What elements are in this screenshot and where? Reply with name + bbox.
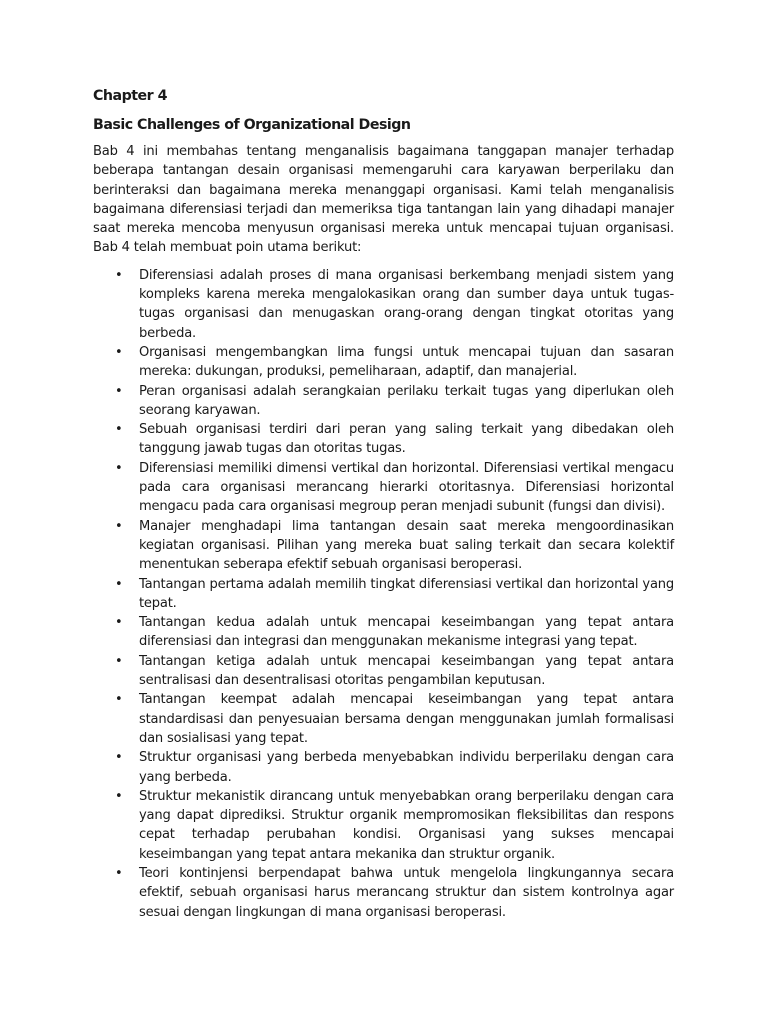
bullet-icon: • xyxy=(115,653,123,669)
list-item-text: Tantangan kedua adalah untuk mencapai keseimbangan yang tepat antara diferensiasi dan integrasi dan menggunakan mekanisme integrasi yang tepat. xyxy=(139,615,674,650)
bullet-icon: • xyxy=(115,383,123,399)
list-item-text: Tantangan ketiga adalah untuk mencapai keseimbangan yang tepat antara sentralisasi dan desentralisasi otoritas pengambilan keputusan. xyxy=(139,653,674,689)
key-points-list xyxy=(93,266,674,922)
list-item-text: Struktur mekanistik dirancang untuk menyebabkan orang berperilaku dengan cara yang dapat diprediksi. Struktur organik mempromosikan fleksibilitas dan respons cepat terhadap perubahan kondisi. Organisasi yang sukses mencapai keseimbangan yang tepat antara mekanika dan struktur organik. xyxy=(139,788,674,862)
bullet-icon: • xyxy=(115,344,123,360)
list-item xyxy=(93,787,674,864)
list-item-text: Peran organisasi adalah serangkaian perilaku terkait tugas yang diperlukan oleh seorang karyawan. xyxy=(139,383,674,418)
list-item xyxy=(93,575,674,614)
list-item-text: Struktur organisasi yang berbeda menyebabkan individu berperilaku dengan cara yang berbeda. xyxy=(139,750,674,785)
list-item xyxy=(93,613,674,652)
list-item xyxy=(93,420,674,459)
bullet-icon: • xyxy=(115,750,123,766)
list-item-text: Sebuah organisasi terdiri dari peran yang saling terkait yang dibedakan oleh tanggung jawab tugas dan otoritas tugas. xyxy=(139,422,674,457)
list-item-text: Tantangan keempat adalah mencapai keseimbangan yang tepat antara standardisasi dan penyesuaian bersama dengan menggunakan jumlah formalisasi dan sosialisasi yang tepat. xyxy=(139,692,674,746)
list-item xyxy=(93,690,674,748)
list-item xyxy=(93,864,674,922)
list-item-text: Teori kontinjensi berpendapat bahwa untuk mengelola lingkungannya secara efektif, sebuah organisasi harus merancang struktur dan sistem kontrolnya agar sesuai dengan lingkungan di mana organisasi beroperasi. xyxy=(139,865,674,920)
bullet-icon: • xyxy=(115,865,123,881)
list-item xyxy=(93,266,674,343)
list-item xyxy=(93,517,674,575)
chapter-title: Basic Challenges of Organizational Design xyxy=(93,117,411,133)
list-item-text: Diferensiasi adalah proses di mana organisasi berkembang menjadi sistem yang kompleks karena mereka mengalokasikan orang dan sumber daya untuk tugas-tugas organisasi dan menugaskan orang-orang dengan tingkat otoritas yang berbeda. xyxy=(139,267,674,341)
list-item xyxy=(93,459,674,517)
list-item-text: Manajer menghadapi lima tantangan desain saat mereka mengoordinasikan kegiatan organisasi. Pilihan yang mereka buat saling terkait dan secara kolektif menentukan seberapa efektif sebuah organisasi beroperasi. xyxy=(139,518,674,573)
list-item xyxy=(93,382,674,421)
bullet-icon: • xyxy=(115,422,123,438)
bullet-icon: • xyxy=(115,518,123,534)
intro-paragraph: Bab 4 ini membahas tentang menganalisis bagaimana tanggapan manajer terhadap beberapa tantangan desain organisasi memengaruhi cara karyawan berperilaku dan berinteraksi dan bagaimana mereka menanggapi organisasi. Kami telah menganalisis bagaimana diferensiasi terjadi dan memeriksa tiga tantangan lain yang dihadapi manajer saat mereka mencoba menyusun organisasi mereka untuk mencapai tujuan organisasi. Bab 4 telah membuat poin utama berikut: xyxy=(93,144,674,256)
list-item-text: Diferensiasi memiliki dimensi vertikal dan horizontal. Diferensiasi vertikal mengacu pada cara organisasi merancang hierarki otoritasnya. Diferensiasi horizontal mengacu pada cara organisasi megroup peran menjadi subunit (fungsi dan divisi). xyxy=(139,460,674,515)
chapter-heading: Chapter 4 xyxy=(93,88,167,104)
bullet-icon: • xyxy=(115,576,123,592)
bullet-icon: • xyxy=(115,460,123,476)
bullet-icon: • xyxy=(115,267,123,283)
list-item xyxy=(93,652,674,691)
list-item-text: Organisasi mengembangkan lima fungsi untuk mencapai tujuan dan sasaran mereka: dukungan, produksi, pemeliharaan, adaptif, dan manajerial. xyxy=(139,344,674,380)
document-page xyxy=(93,86,674,922)
bullet-icon: • xyxy=(115,788,123,804)
list-item xyxy=(93,748,674,787)
bullet-icon: • xyxy=(115,692,123,708)
list-item-text: Tantangan pertama adalah memilih tingkat diferensiasi vertikal dan horizontal yang tepat. xyxy=(139,576,674,611)
list-item xyxy=(93,343,674,382)
bullet-icon: • xyxy=(115,615,123,631)
